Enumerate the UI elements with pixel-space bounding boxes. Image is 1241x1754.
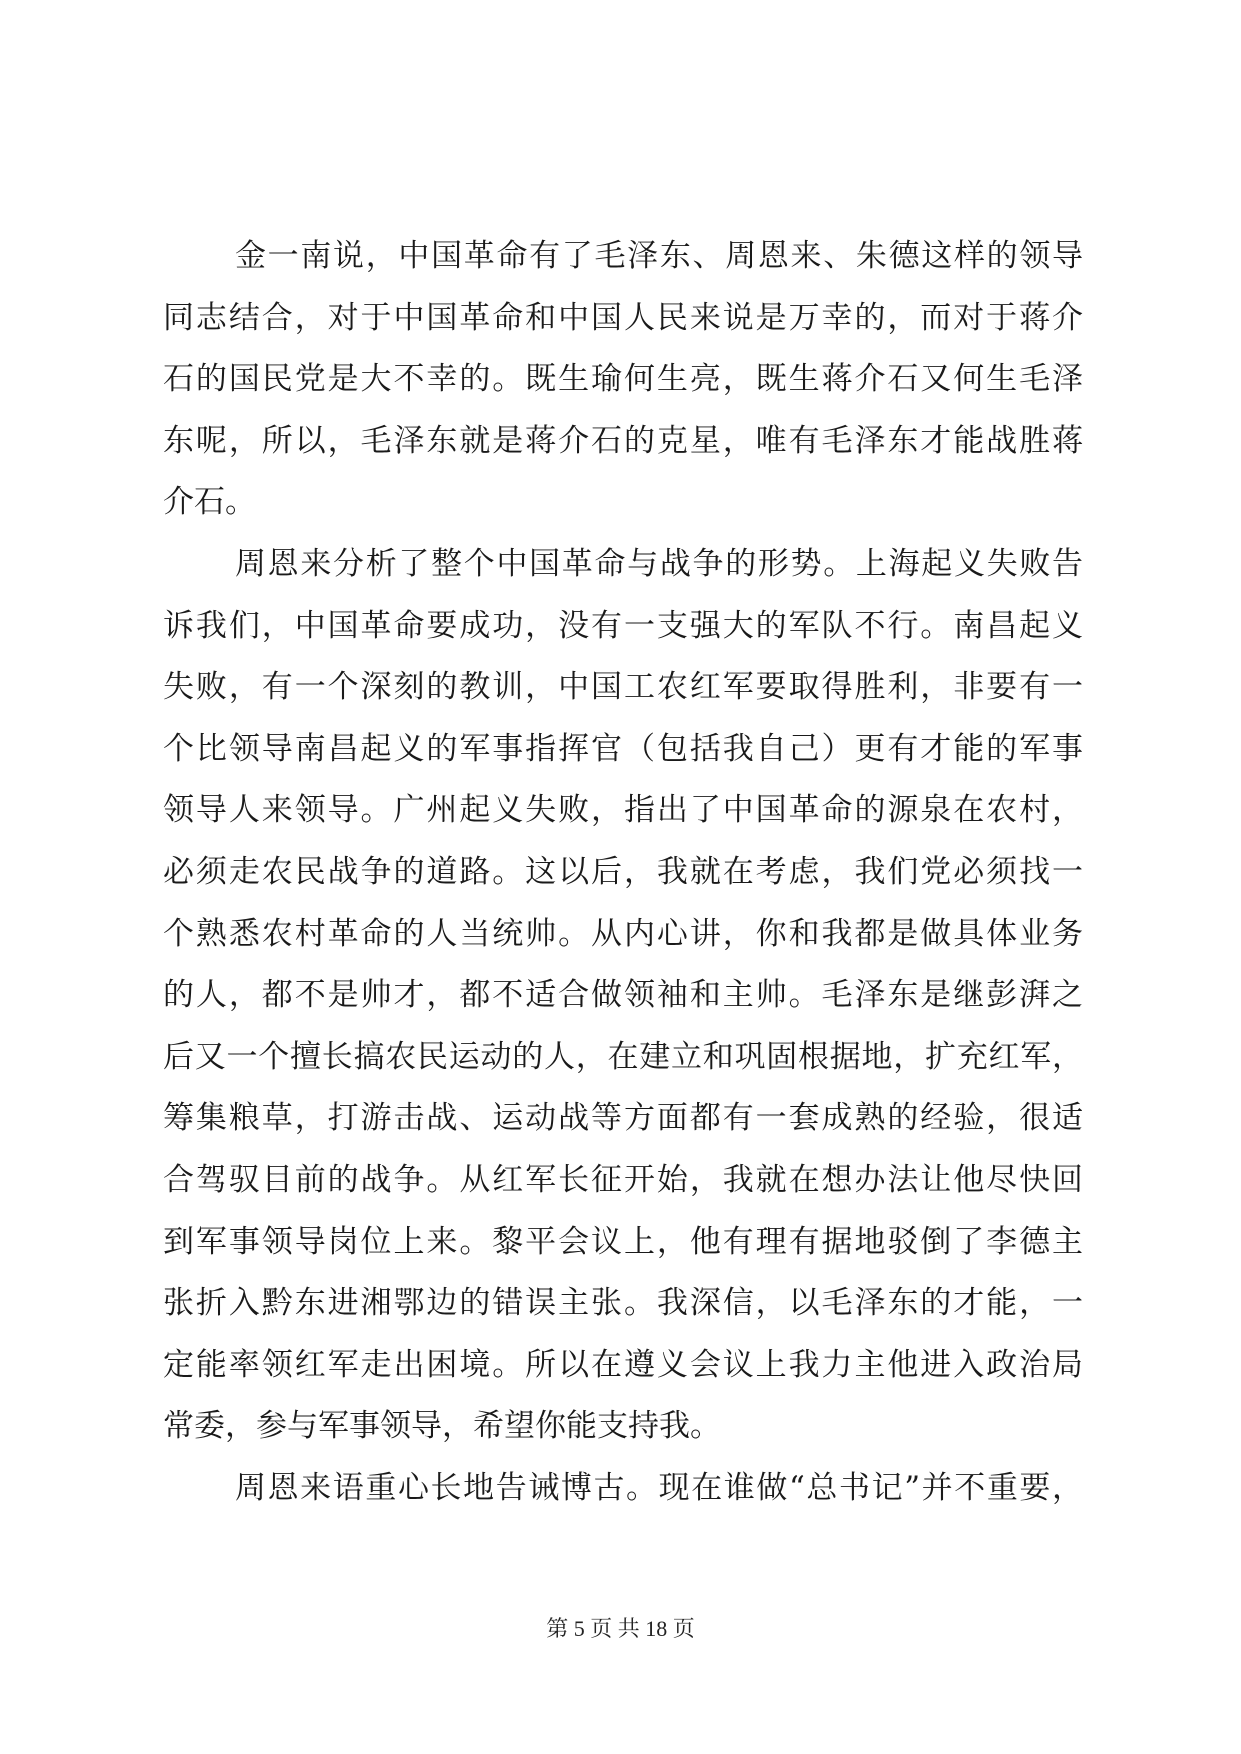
text-line: 介石。 (163, 484, 256, 521)
text-line: 合驾驭目前的战争。从红军长征开始，我就在想办法让他尽快回 (163, 1161, 1083, 1198)
page-number-label: 第 5 页 共 18 页 (546, 1616, 695, 1641)
text-line: 个熟悉农村革命的人当统帅。从内心讲，你和我都是做具体业务 (163, 915, 1083, 952)
text-line: 到军事领导岗位上来。黎平会议上，他有理有据地驳倒了李德主 (163, 1223, 1083, 1260)
text-line: 同志结合，对于中国革命和中国人民来说是万幸的，而对于蒋介 (163, 299, 1083, 336)
text-line: 后又一个擅长搞农民运动的人，在建立和巩固根据地，扩充红军， (163, 1038, 1083, 1075)
paragraph-2 (163, 534, 1083, 1458)
text-line: 东呢，所以，毛泽东就是蒋介石的克星，唯有毛泽东才能战胜蒋 (163, 422, 1083, 459)
text-line: 筹集粮草，打游击战、运动战等方面都有一套成熟的经验，很适 (163, 1100, 1083, 1137)
text-line: 周恩来语重心长地告诫博古。现在谁做“总书记”并不重要， (235, 1469, 1083, 1506)
text-line: 诉我们，中国革命要成功，没有一支强大的军队不行。南昌起义 (163, 607, 1083, 644)
text-line: 常委，参与军事领导，希望你能支持我。 (163, 1408, 721, 1445)
text-line: 张折入黔东进湘鄂边的错误主张。我深信，以毛泽东的才能，一 (163, 1285, 1083, 1322)
text-line: 个比领导南昌起义的军事指挥官（包括我自己）更有才能的军事 (163, 730, 1083, 767)
text-line: 周恩来分析了整个中国革命与战争的形势。上海起义失败告 (235, 545, 1083, 582)
text-line: 的人，都不是帅才，都不适合做领袖和主帅。毛泽东是继彭湃之 (163, 977, 1083, 1014)
text-line: 石的国民党是大不幸的。既生瑜何生亮，既生蒋介石又何生毛泽 (163, 361, 1083, 398)
paragraph-3 (163, 1458, 1083, 1520)
text-line: 必须走农民战争的道路。这以后，我就在考虑，我们党必须找一 (163, 853, 1083, 890)
text-line: 定能率领红军走出困境。所以在遵义会议上我力主他进入政治局 (163, 1346, 1083, 1383)
paragraph-1 (163, 226, 1083, 534)
text-line: 失败，有一个深刻的教训，中国工农红军要取得胜利，非要有一 (163, 669, 1083, 706)
text-line: 领导人来领导。广州起义失败，指出了中国革命的源泉在农村， (163, 792, 1083, 829)
text-line: 金一南说，中国革命有了毛泽东、周恩来、朱德这样的领导 (235, 238, 1083, 274)
page-footer (0, 1614, 1241, 1644)
document-body (163, 226, 1083, 1519)
